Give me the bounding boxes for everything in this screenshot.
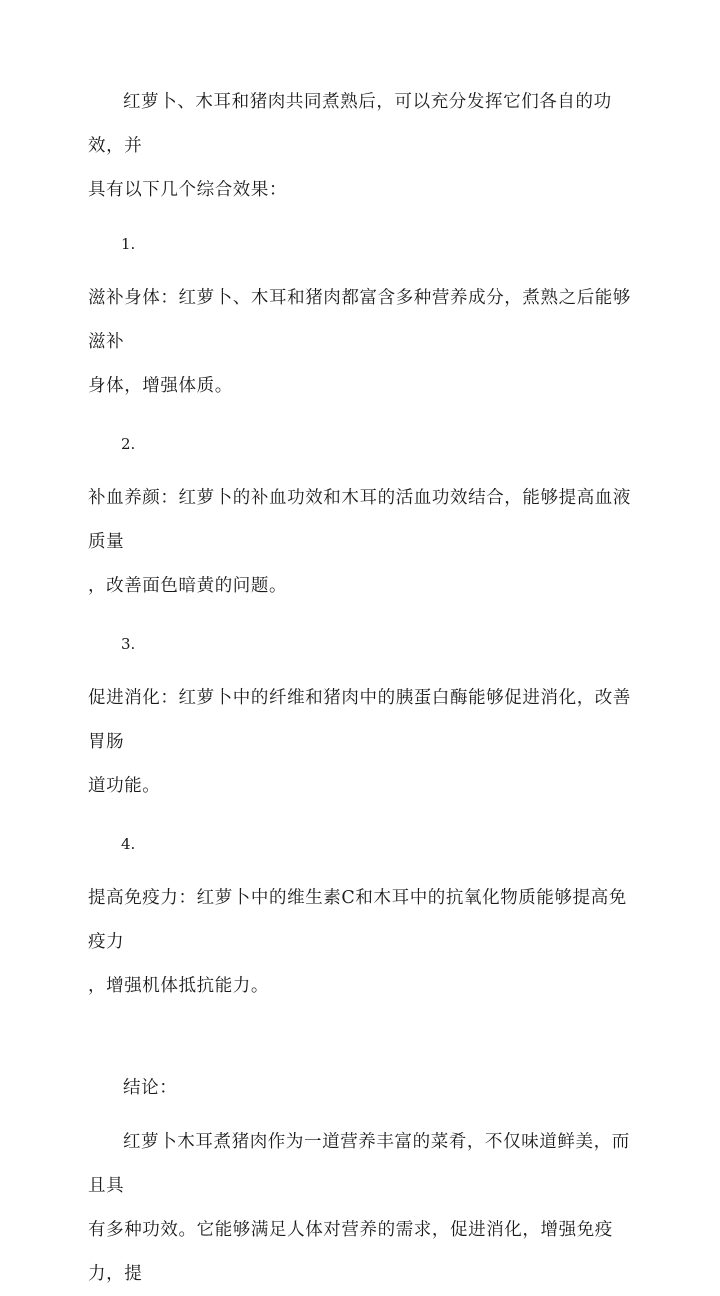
- effect-item-3: [88, 622, 634, 808]
- effect-text-line-1: 促进消化：红萝卜中的纤维和猪肉中的胰蛋白酶能够促进消化，改善胃肠: [88, 688, 631, 752]
- intro-line-1: 红萝卜、木耳和猪肉共同煮熟后，可以充分发挥它们各自的功效，并: [88, 92, 612, 156]
- intro-line-2: 具有以下几个综合效果：: [88, 180, 288, 200]
- effect-number: 2.: [121, 435, 136, 453]
- conclusion-heading: 结论：: [123, 1078, 178, 1098]
- document-page: [88, 80, 634, 1296]
- effect-text-line-1: 补血养颜：红萝卜的补血功效和木耳的活血功效结合，能够提高血液质量: [88, 488, 631, 552]
- effect-item-2: [88, 422, 634, 608]
- effect-item-1: [88, 222, 634, 408]
- effect-text-line-1: 提高免疫力：红萝卜中的维生素C和木耳中的抗氧化物质能够提高免疫力: [88, 888, 627, 952]
- effect-number: 3.: [121, 635, 136, 653]
- effect-text-line-2: 道功能。: [88, 776, 161, 796]
- effect-text-line-2: 身体，增强体质。: [88, 376, 233, 396]
- effect-number: 1.: [121, 235, 136, 253]
- effect-text-line-1: 滋补身体：红萝卜、木耳和猪肉都富含多种营养成分，煮熟之后能够滋补: [88, 288, 631, 352]
- conclusion-line-1: 红萝卜木耳煮猪肉作为一道营养丰富的菜肴，不仅味道鲜美，而且具: [88, 1132, 630, 1196]
- effect-text-line-2: ，增强机体抵抗能力。: [88, 976, 269, 996]
- effect-number: 4.: [121, 835, 136, 853]
- effect-item-4: [88, 822, 634, 1008]
- conclusion-line-2: 有多种功效。它能够满足人体对营养的需求，促进消化，增强免疫力，提: [88, 1220, 613, 1284]
- effect-text-line-2: ，改善面色暗黄的问题。: [88, 576, 288, 596]
